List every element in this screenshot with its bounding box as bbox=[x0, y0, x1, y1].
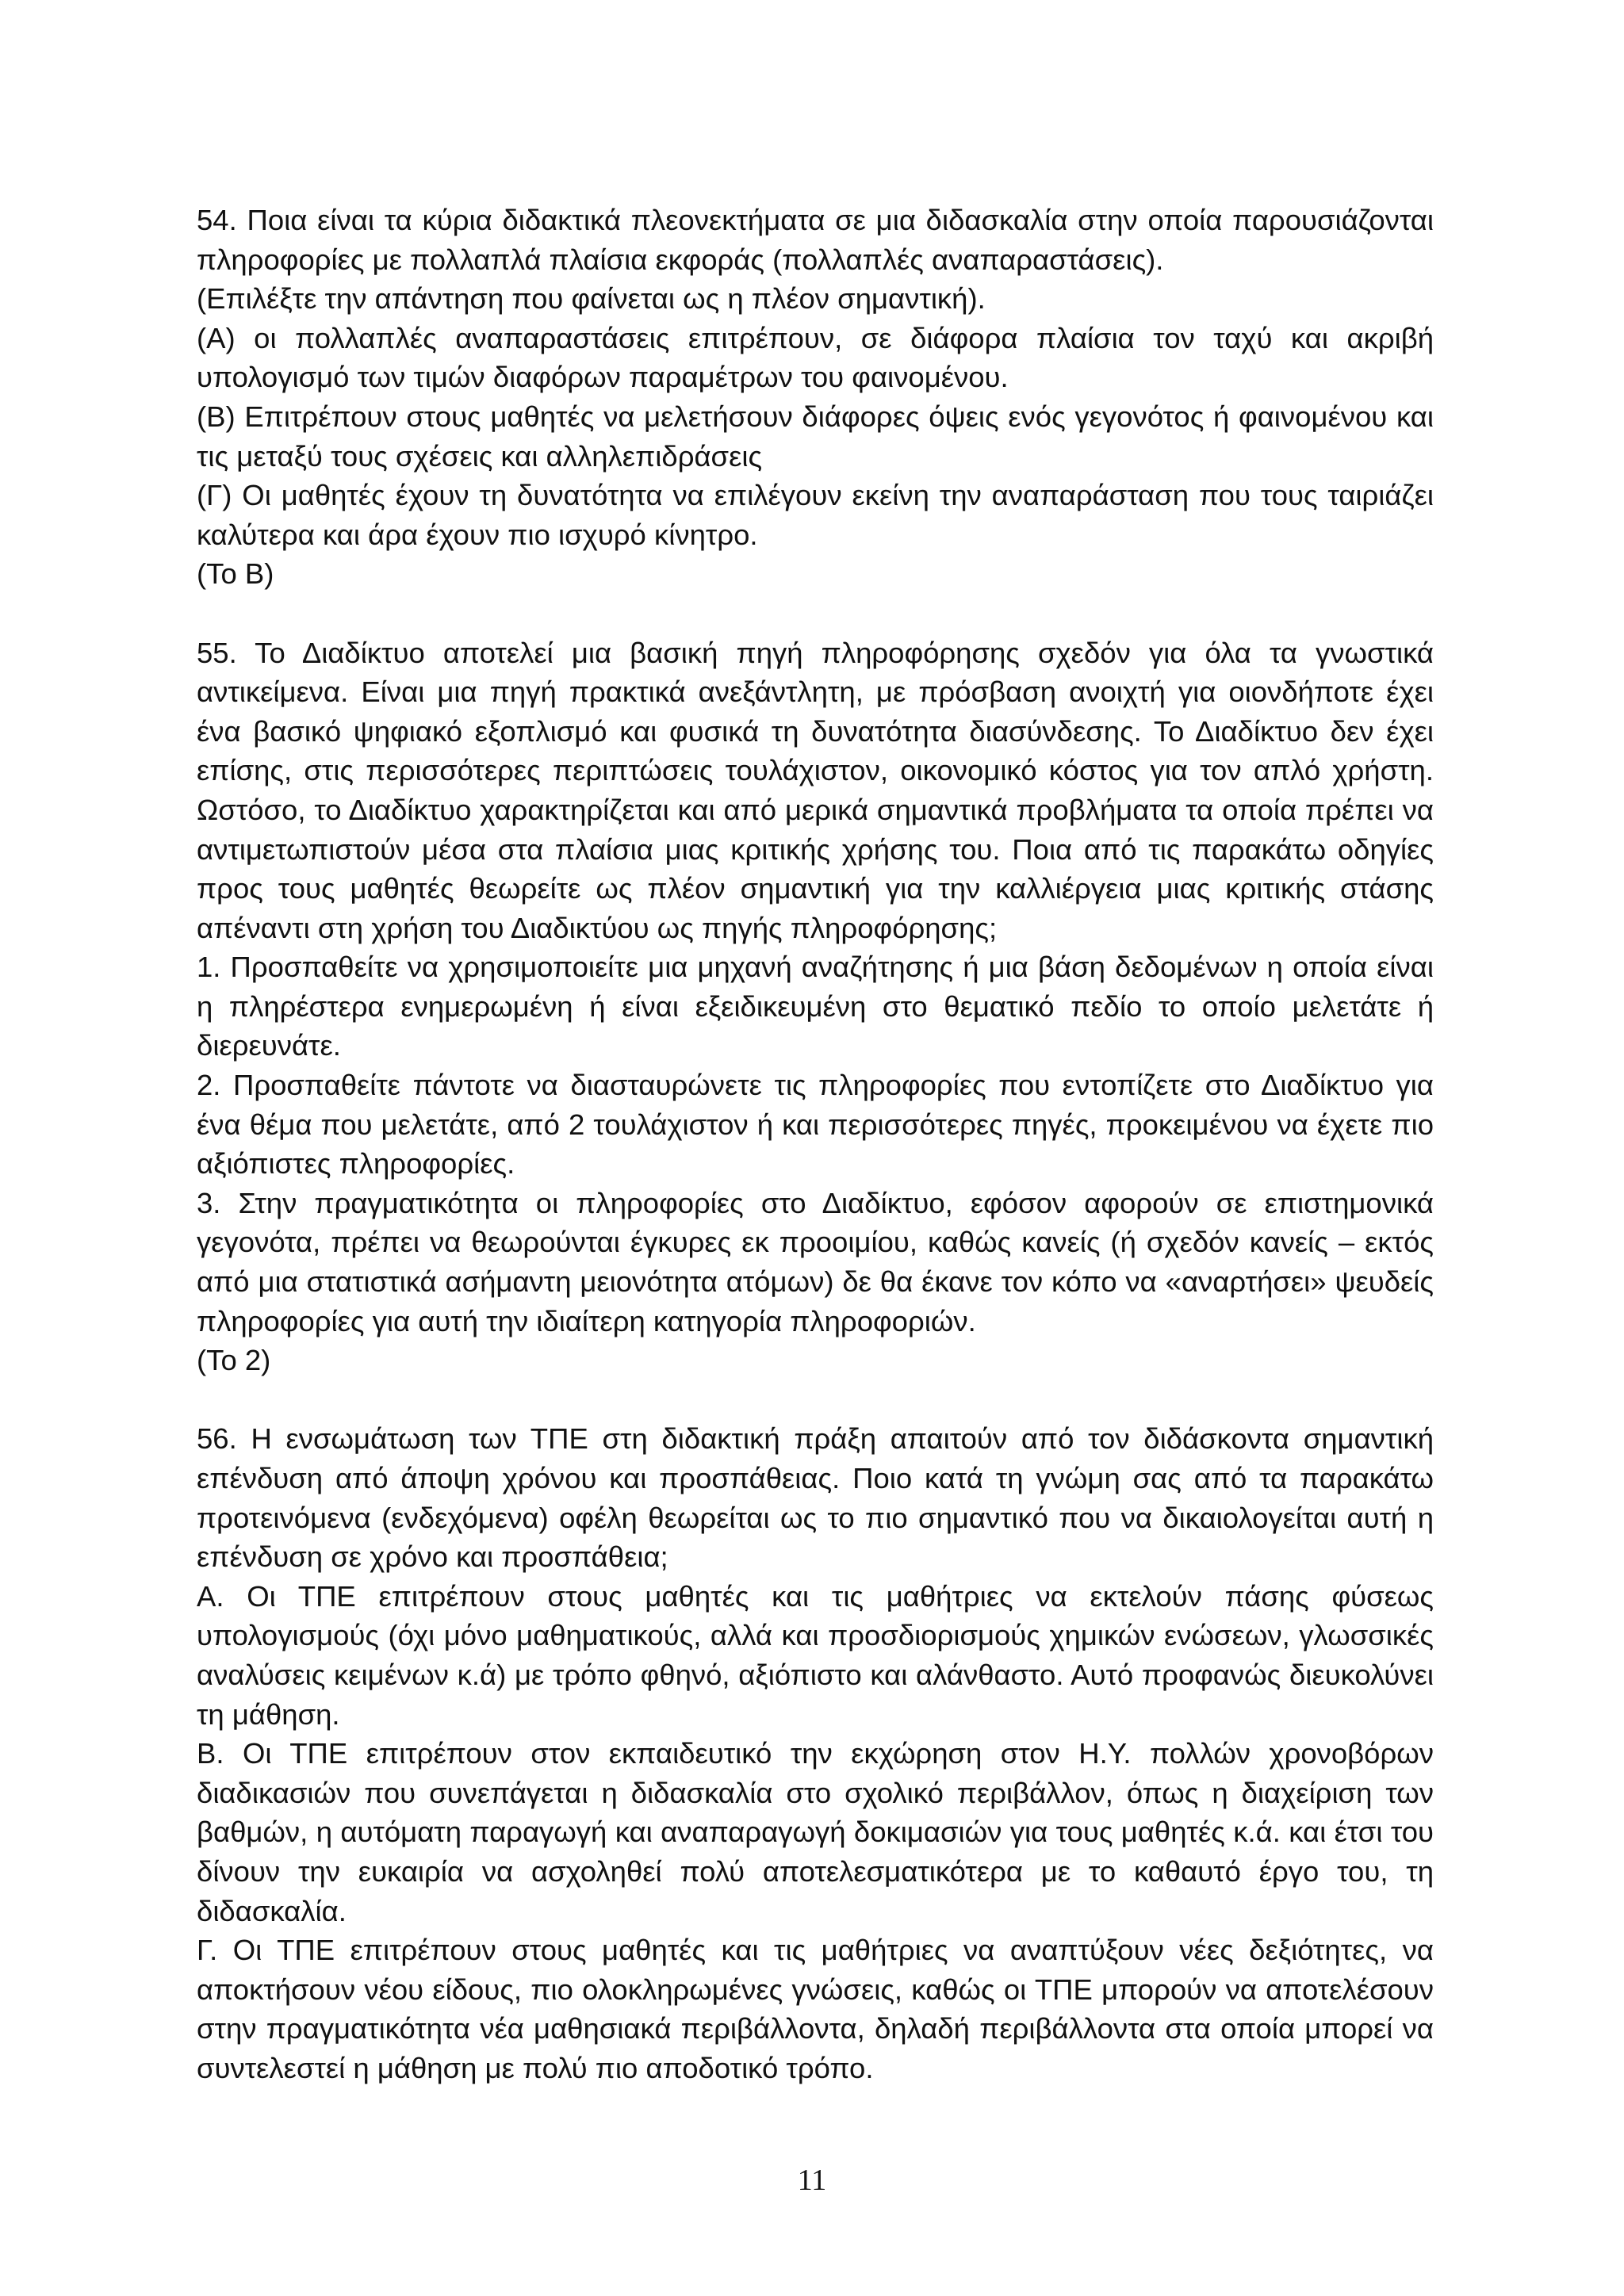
question-56-option-b: Β. Οι ΤΠΕ επιτρέπουν στον εκπαιδευτικό την εκχώρηση στον Η.Υ. πολλών χρονοβόρων διαδικασιών που συνεπάγεται η διδασκαλία στο σχολικό περιβάλλον, όπως η διαχείριση των βαθμών, η αυτόματη παραγωγή και αναπαραγωγή δοκιμασιών για τους μαθητές κ.ά. και έτσι του δίνουν την ευκαιρία να ασχοληθεί πολύ αποτελεσματικότερα με το καθαυτό έργο του, τη διδασκαλία. bbox=[197, 1737, 1434, 1927]
question-55-option-2: 2. Προσπαθείτε πάντοτε να διασταυρώνετε τις πληροφορίες που εντοπίζετε στο Διαδίκτυο για ένα θέμα που μελετάτε, από 2 τουλάχιστον ή και περισσότερες πηγές, προκειμένου να έχετε πιο αξιόπιστες πληροφορίες. bbox=[197, 1069, 1434, 1181]
question-55-option-3: 3. Στην πραγματικότητα οι πληροφορίες στο Διαδίκτυο, εφόσον αφορούν σε επιστημονικά γεγονότα, πρέπει να θεωρούνται έγκυρες εκ προοιμίου, καθώς κανείς (ή σχεδόν κανείς – εκτός από μια στατιστικά ασήμαντη μειονότητα ατόμων) δε θα έκανε τον κόπο να «αναρτήσει» ψευδείς πληροφορίες για αυτή την ιδιαίτερη κατηγορία πληροφοριών. bbox=[197, 1186, 1434, 1337]
question-56-option-c: Γ. Οι ΤΠΕ επιτρέπουν στους μαθητές και τις μαθήτριες να αναπτύξουν νέες δεξιότητες, να αποκτήσουν νέου είδους, πιο ολοκληρωμένες γνώσεις, καθώς οι ΤΠΕ μπορούν να αποτελέσουν στην πραγματικότητα νέα μαθησιακά περιβάλλοντα, δηλαδή περιβάλλοντα στα οποία μπορεί να συντελεστεί η μάθηση με πολύ πιο αποδοτικό τρόπο. bbox=[197, 1934, 1434, 2084]
question-54-text: 54. Ποια είναι τα κύρια διδακτικά πλεονεκτήματα σε μια διδασκαλία στην οποία παρουσιάζονται πληροφορίες με πολλαπλά πλαίσια εκφοράς (πολλαπλές αναπαραστάσεις). bbox=[197, 204, 1434, 276]
question-55 bbox=[197, 633, 1434, 1380]
question-56-text: 56. Η ενσωμάτωση των ΤΠΕ στη διδακτική πράξη απαιτούν από τον διδάσκοντα σημαντική επένδυση από άποψη χρόνου και προσπάθειας. Ποιο κατά τη γνώμη σας από τα παρακάτω προτεινόμενα (ενδεχόμενα) οφέλη θεωρείται ως το πιο σημαντικό που να δικαιολογείται αυτή η επένδυση σε χρόνο και προσπάθεια; bbox=[197, 1422, 1434, 1574]
question-56 bbox=[197, 1419, 1434, 2087]
spacer bbox=[197, 1380, 1434, 1420]
question-54-answer: (Το Β) bbox=[197, 557, 274, 591]
question-54-option-b: (Β) Επιτρέπουν στους μαθητές να μελετήσουν διάφορες όψεις ενός γεγονότος ή φαινομένου και τις μεταξύ τους σχέσεις και αλληλεπιδράσεις bbox=[197, 400, 1434, 473]
page-number: 11 bbox=[797, 2164, 827, 2197]
question-54-instruction: (Επιλέξτε την απάντηση που φαίνεται ως η πλέον σημαντική). bbox=[197, 282, 986, 316]
document-page bbox=[197, 201, 1434, 2088]
question-54 bbox=[197, 201, 1434, 594]
question-54-option-a: (Α) οι πολλαπλές αναπαραστάσεις επιτρέπουν, σε διάφορα πλαίσια τον ταχύ και ακριβή υπολογισμό των τιμών διαφόρων παραμέτρων του φαινομένου. bbox=[197, 321, 1434, 394]
question-55-answer: (Το 2) bbox=[197, 1344, 271, 1377]
spacer bbox=[197, 594, 1434, 633]
question-55-option-1: 1. Προσπαθείτε να χρησιμοποιείτε μια μηχανή αναζήτησης ή μια βάση δεδομένων η οποία είναι η πληρέστερα ενημερωμένη ή είναι εξειδικευμένη στο θεματικό πεδίο το οποίο μελετάτε ή διερευνάτε. bbox=[197, 951, 1434, 1062]
question-54-option-c: (Γ) Οι μαθητές έχουν τη δυνατότητα να επιλέγουν εκείνη την αναπαράσταση που τους ταιριάζει καλύτερα και άρα έχουν πιο ισχυρό κίνητρο. bbox=[197, 479, 1434, 551]
question-55-text: 55. Το Διαδίκτυο αποτελεί μια βασική πηγή πληροφόρησης σχεδόν για όλα τα γνωστικά αντικείμενα. Είναι μια πηγή πρακτικά ανεξάντλητη, με πρόσβαση ανοιχτή για οιονδήποτε έχει ένα βασικό ψηφιακό εξοπλισμό και φυσικά τη δυνατότητα διασύνδεσης. Το Διαδίκτυο δεν έχει επίσης, στις περισσότερες περιπτώσεις τουλάχιστον, οικονομικό κόστος για τον απλό χρήστη. Ωστόσο, το Διαδίκτυο χαρακτηρίζεται και από μερικά σημαντικά προβλήματα τα οποία πρέπει να αντιμετωπιστούν μέσα στα πλαίσια μιας κριτικής χρήσης του. Ποια από τις παρακάτω οδηγίες προς τους μαθητές θεωρείτε ως πλέον σημαντική για την καλλιέργεια μιας κριτικής στάσης απέναντι στη χρήση του Διαδικτύου ως πηγής πληροφόρησης; bbox=[197, 636, 1434, 944]
question-56-option-a: Α. Οι ΤΠΕ επιτρέπουν στους μαθητές και τις μαθήτριες να εκτελούν πάσης φύσεως υπολογισμούς (όχι μόνο μαθηματικούς, αλλά και προσδιορισμούς χημικών ενώσεων, γλωσσικές αναλύσεις κειμένων κ.ά) με τρόπο φθηνό, αξιόπιστο και αλάνθαστο. Αυτό προφανώς διευκολύνει τη μάθηση. bbox=[197, 1579, 1434, 1731]
